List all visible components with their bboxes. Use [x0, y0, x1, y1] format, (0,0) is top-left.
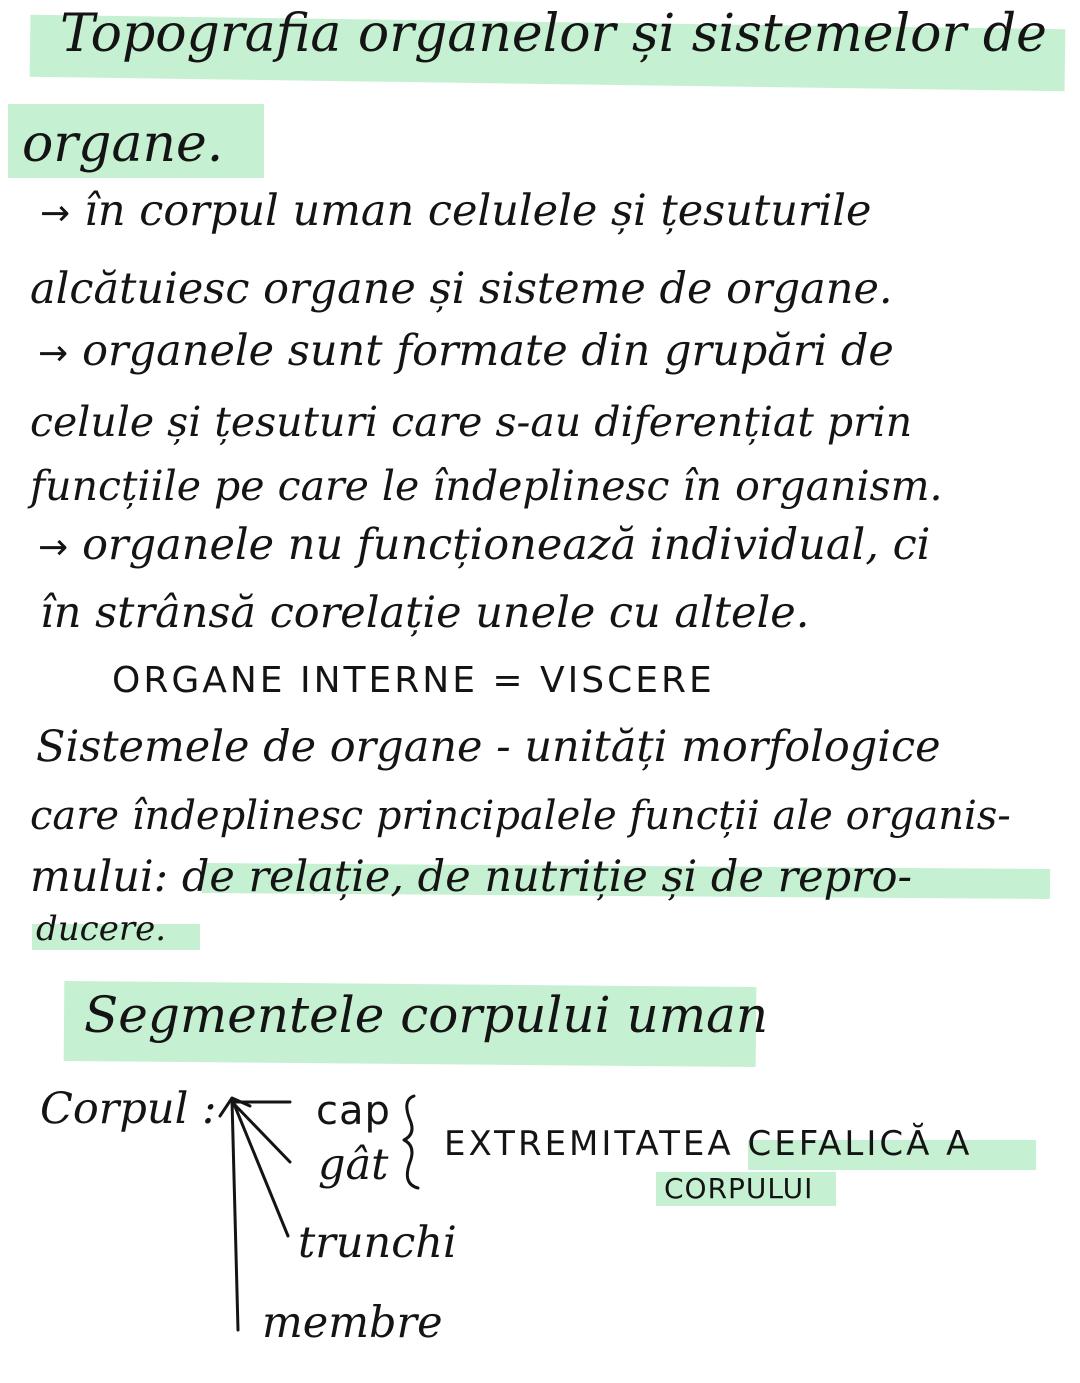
- systems-line1: Sistemele de organe - unități morfologice: [36, 722, 941, 772]
- p1-line2: alcătuiesc organe și sisteme de organe.: [30, 264, 893, 314]
- systems-line3: mului: de relație, de nutriție și de repro-: [30, 852, 913, 902]
- main-arrow-line: [232, 1100, 238, 1330]
- segments-heading: Segmentele corpului uman: [84, 986, 769, 1044]
- brace-icon: [404, 1096, 418, 1188]
- page-title-line1: Topografia organelor și sistemelor de: [60, 4, 1047, 64]
- page-title-line2: organe.: [22, 114, 224, 174]
- trunchi-label: trunchi: [298, 1218, 457, 1268]
- arrow-to-trunchi: [234, 1104, 288, 1236]
- p3-line1: → organele nu funcționează individual, ci: [38, 520, 931, 570]
- systems-line2: care îndeplinesc principalele funcții ale organis-: [30, 793, 1011, 839]
- p2-line2: celule și țesuturi care s-au diferențiat prin: [30, 398, 913, 446]
- arrow-to-gat: [234, 1104, 290, 1162]
- cap-label: cap: [316, 1088, 391, 1134]
- arrow-icon: →: [40, 193, 71, 234]
- p2-line3: funcțiile pe care le îndeplinesc în organism.: [30, 462, 943, 510]
- extremity-line2: CORPULUI: [664, 1172, 814, 1205]
- extremity-line1: EXTREMITATEA CEFALICĂ A: [444, 1124, 973, 1164]
- p1-line1: → în corpul uman celulele și țesuturile: [40, 186, 872, 236]
- corpul-label: Corpul :: [40, 1084, 217, 1134]
- p3-line2: în strânsă corelație unele cu altele.: [40, 588, 810, 638]
- main-arrow-head: [220, 1098, 250, 1116]
- arrow-icon: →: [38, 333, 69, 374]
- gat-label: gât: [318, 1140, 389, 1190]
- viscere-definition: ORGANE INTERNE = VISCERE: [112, 660, 715, 701]
- arrow-icon: →: [38, 527, 69, 568]
- membre-label: membre: [262, 1298, 443, 1348]
- p2-line1: → organele sunt formate din grupări de: [38, 326, 894, 376]
- systems-line4: ducere.: [36, 909, 167, 949]
